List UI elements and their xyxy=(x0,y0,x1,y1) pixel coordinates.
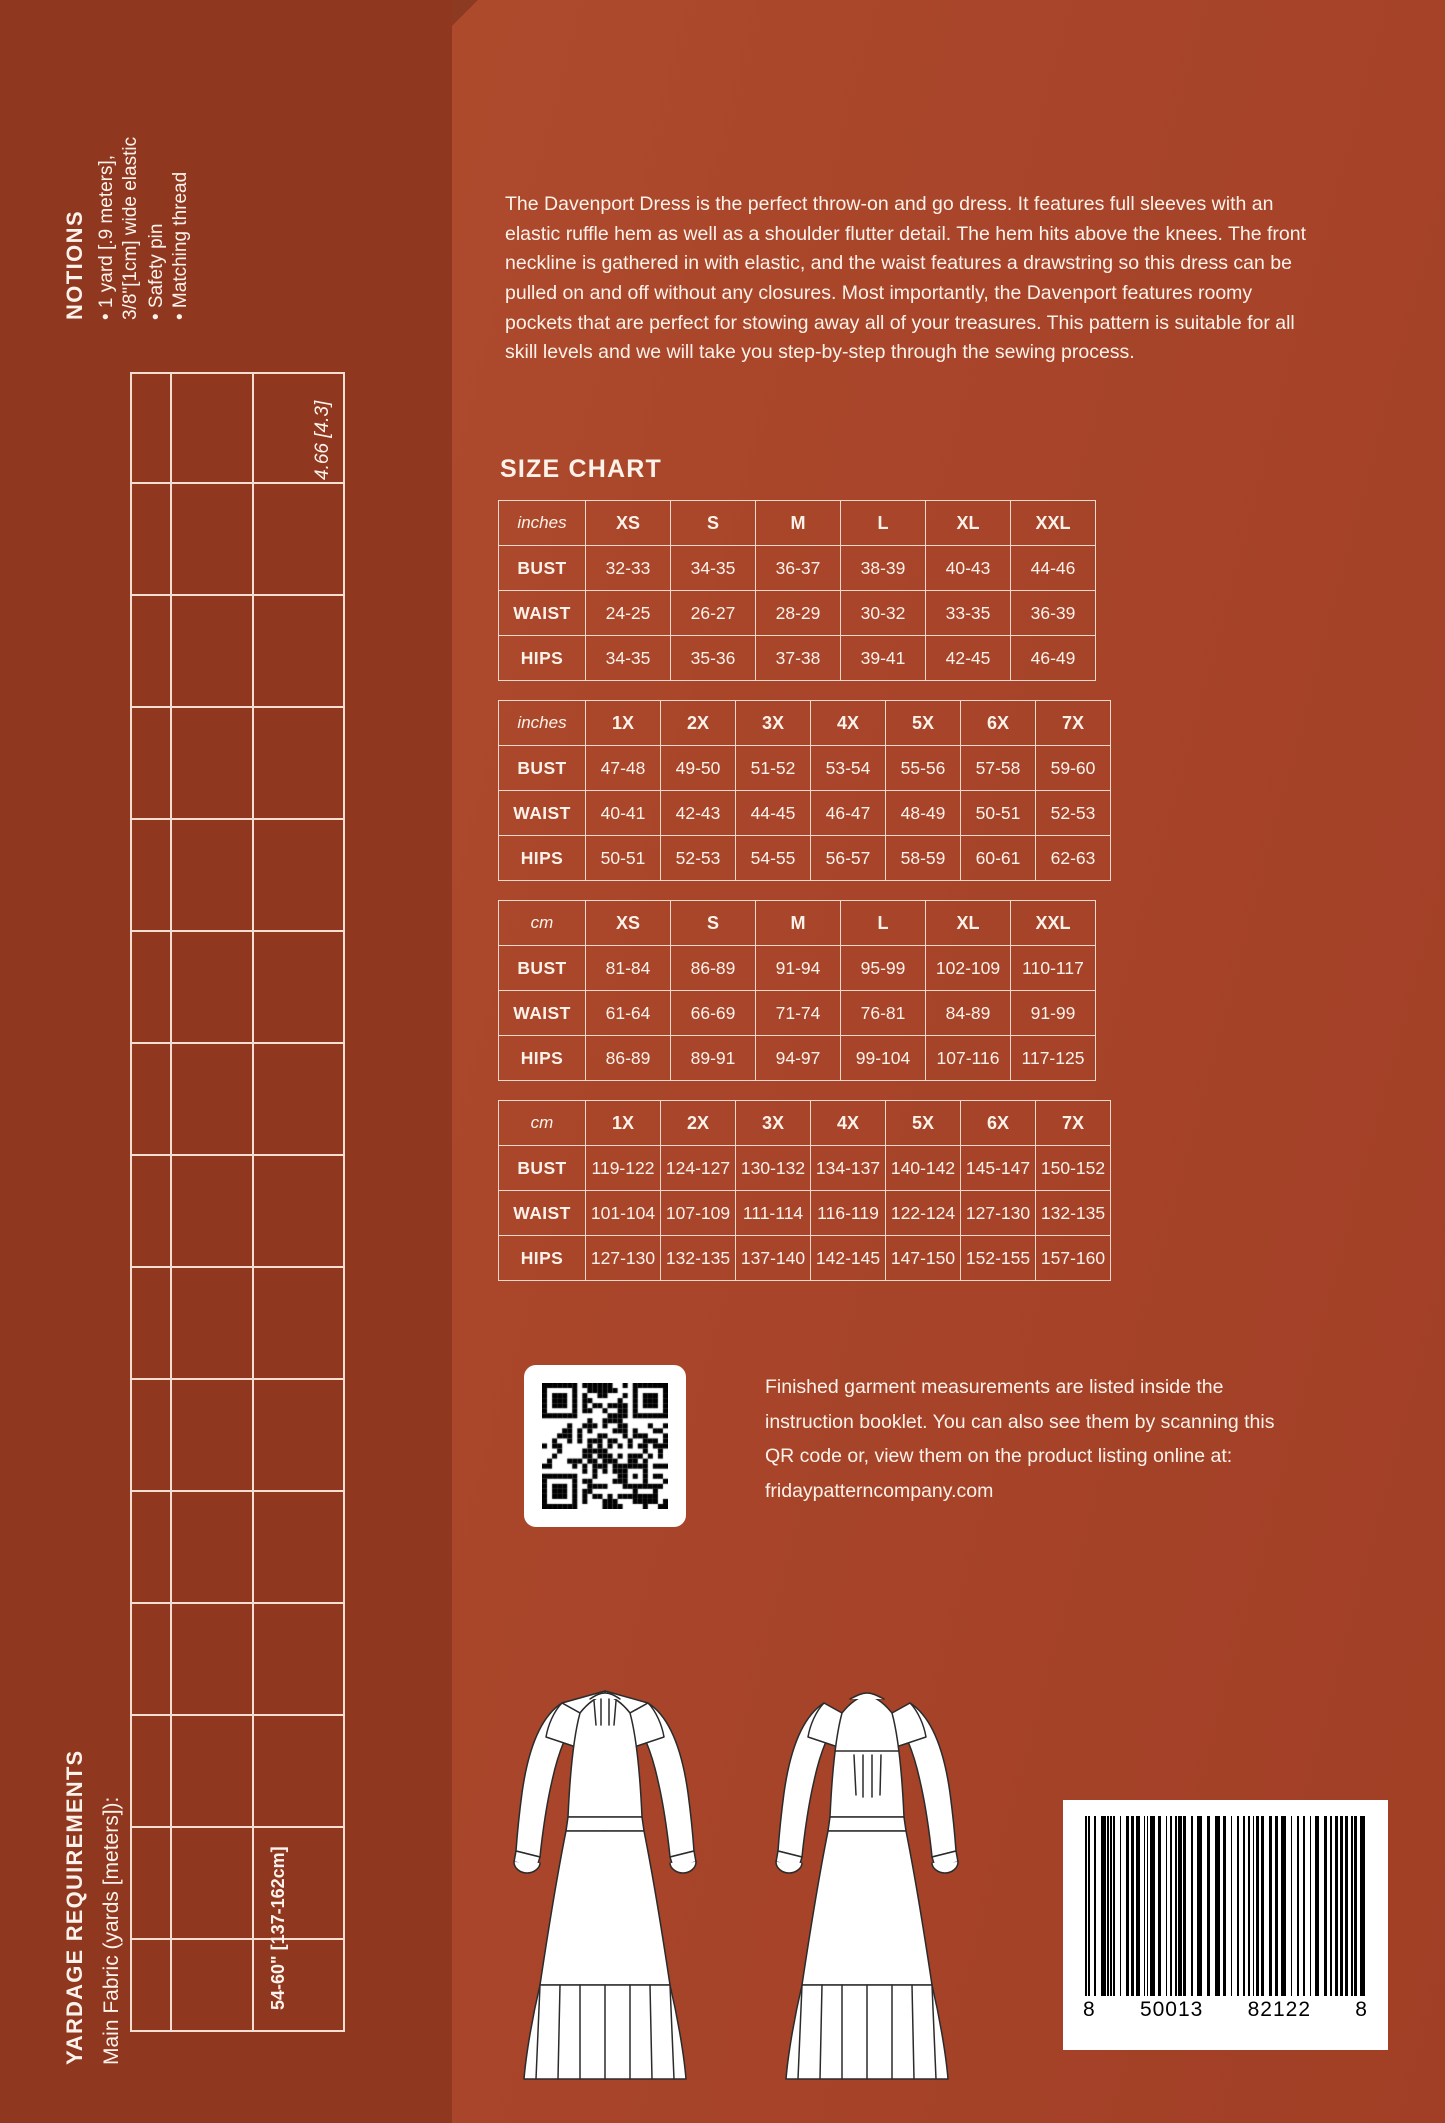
table-cell: 36-37 xyxy=(756,546,841,591)
table-cell: 36-39 xyxy=(1011,591,1096,636)
table-size-header: XS xyxy=(586,901,671,946)
table-cell: 140-142 xyxy=(886,1146,961,1191)
table-cell: 56-57 xyxy=(811,836,886,881)
table-cell: 137-140 xyxy=(736,1236,811,1281)
table-cell: 142-145 xyxy=(811,1236,886,1281)
table-cell: 147-150 xyxy=(886,1236,961,1281)
table-cell: 132-135 xyxy=(1036,1191,1111,1236)
dress-illustrations xyxy=(470,1655,990,2115)
yardage-grid xyxy=(130,372,345,2032)
table-row xyxy=(499,746,1111,791)
table-cell: 124-127 xyxy=(661,1146,736,1191)
table-row xyxy=(499,1146,1111,1191)
dress-illustration-svg xyxy=(470,1655,990,2115)
table-cell: 33-35 xyxy=(926,591,1011,636)
table-cell: 150-152 xyxy=(1036,1146,1111,1191)
table-cell: 107-116 xyxy=(926,1036,1011,1081)
table-cell: 61-64 xyxy=(586,991,671,1036)
table-row xyxy=(499,946,1096,991)
yardage-value: 4.66 [4.3] xyxy=(312,400,333,480)
table-cell: 157-160 xyxy=(1036,1236,1111,1281)
table-cell: 86-89 xyxy=(586,1036,671,1081)
size-table-inches-standard xyxy=(498,500,1096,681)
table-size-header: S xyxy=(671,501,756,546)
table-row xyxy=(499,546,1096,591)
table-row-label: BUST xyxy=(499,746,586,791)
barcode-digits xyxy=(1083,1998,1368,2022)
table-size-header: 6X xyxy=(961,701,1036,746)
table-cell: 127-130 xyxy=(586,1236,661,1281)
table-size-header: XL xyxy=(926,901,1011,946)
table-row xyxy=(499,591,1096,636)
table-cell: 24-25 xyxy=(586,591,671,636)
table-size-header: 2X xyxy=(661,701,736,746)
table-cell: 30-32 xyxy=(841,591,926,636)
table-cell: 145-147 xyxy=(961,1146,1036,1191)
table-size-header: 3X xyxy=(736,701,811,746)
qr-code-icon[interactable] xyxy=(524,1365,686,1527)
table-cell: 81-84 xyxy=(586,946,671,991)
table-cell: 152-155 xyxy=(961,1236,1036,1281)
table-cell: 107-109 xyxy=(661,1191,736,1236)
table-cell: 55-56 xyxy=(886,746,961,791)
table-row xyxy=(499,636,1096,681)
table-cell: 34-35 xyxy=(671,546,756,591)
table-row xyxy=(499,1236,1111,1281)
barcode-digit-mid1: 50013 xyxy=(1139,1998,1204,2021)
table-cell: 89-91 xyxy=(671,1036,756,1081)
table-cell: 37-38 xyxy=(756,636,841,681)
size-table-inches-extended xyxy=(498,700,1111,881)
barcode-digit-right: 8 xyxy=(1355,1998,1368,2021)
table-cell: 91-94 xyxy=(756,946,841,991)
table-size-header: XXL xyxy=(1011,501,1096,546)
table-cell: 76-81 xyxy=(841,991,926,1036)
table-cell: 42-43 xyxy=(661,791,736,836)
table-cell: 46-47 xyxy=(811,791,886,836)
table-cell: 111-114 xyxy=(736,1191,811,1236)
table-cell: 95-99 xyxy=(841,946,926,991)
table-cell: 71-74 xyxy=(756,991,841,1036)
table-header-row xyxy=(499,1101,1111,1146)
table-cell: 28-29 xyxy=(756,591,841,636)
table-cell: 99-104 xyxy=(841,1036,926,1081)
table-row-label: BUST xyxy=(499,546,586,591)
size-chart-title: SIZE CHART xyxy=(500,455,662,483)
table-cell: 119-122 xyxy=(586,1146,661,1191)
table-size-header: L xyxy=(841,501,926,546)
yardage-requirements-title: YARDAGE REQUIREMENTS xyxy=(62,1749,87,2065)
table-size-header: 5X xyxy=(886,1101,961,1146)
table-size-header: 3X xyxy=(736,1101,811,1146)
table-cell: 117-125 xyxy=(1011,1036,1096,1081)
table-cell: 46-49 xyxy=(1011,636,1096,681)
yardage-size-range-label: 54-60" [137-162cm] xyxy=(268,1846,288,2010)
table-header-row xyxy=(499,501,1096,546)
table-size-header: XL xyxy=(926,501,1011,546)
table-cell: 50-51 xyxy=(961,791,1036,836)
table-size-header: 4X xyxy=(811,701,886,746)
table-cell: 101-104 xyxy=(586,1191,661,1236)
table-size-header: 1X xyxy=(586,1101,661,1146)
table-cell: 62-63 xyxy=(1036,836,1111,881)
barcode-digit-mid2: 82122 xyxy=(1247,1998,1312,2021)
table-size-header: 7X xyxy=(1036,1101,1111,1146)
table-cell: 122-124 xyxy=(886,1191,961,1236)
table-size-header: M xyxy=(756,901,841,946)
table-cell: 39-41 xyxy=(841,636,926,681)
table-size-header: 2X xyxy=(661,1101,736,1146)
table-cell: 47-48 xyxy=(586,746,661,791)
table-cell: 44-46 xyxy=(1011,546,1096,591)
table-cell: 40-43 xyxy=(926,546,1011,591)
notion-item: • 1 yard [.9 meters], xyxy=(96,154,117,320)
size-table-cm-standard xyxy=(498,900,1096,1081)
table-row-label: BUST xyxy=(499,946,586,991)
table-row-label: BUST xyxy=(499,1146,586,1191)
table-cell: 44-45 xyxy=(736,791,811,836)
table-cell: 49-50 xyxy=(661,746,736,791)
table-cell: 102-109 xyxy=(926,946,1011,991)
table-size-header: L xyxy=(841,901,926,946)
notion-item: • Matching thread xyxy=(170,171,191,320)
table-row xyxy=(499,1191,1111,1236)
table-cell: 130-132 xyxy=(736,1146,811,1191)
table-row xyxy=(499,836,1111,881)
table-row-label: HIPS xyxy=(499,1236,586,1281)
table-cell: 91-99 xyxy=(1011,991,1096,1036)
table-row-label: WAIST xyxy=(499,591,586,636)
table-cell: 52-53 xyxy=(661,836,736,881)
table-row-label: HIPS xyxy=(499,836,586,881)
qr-code-canvas xyxy=(542,1383,668,1509)
table-size-header: 1X xyxy=(586,701,661,746)
table-row-label: WAIST xyxy=(499,1191,586,1236)
yardage-subtitle: Main Fabric (yards [meters]): xyxy=(100,1796,123,2065)
table-cell: 59-60 xyxy=(1036,746,1111,791)
notions-title: NOTIONS xyxy=(62,209,87,320)
table-size-header: XXL xyxy=(1011,901,1096,946)
table-row-label: HIPS xyxy=(499,636,586,681)
notion-item: 3/8"[1cm] wide elastic xyxy=(120,136,141,320)
table-size-header: 4X xyxy=(811,1101,886,1146)
table-row-label: WAIST xyxy=(499,791,586,836)
table-row xyxy=(499,791,1111,836)
table-cell: 134-137 xyxy=(811,1146,886,1191)
table-size-header: 6X xyxy=(961,1101,1036,1146)
table-row-label: HIPS xyxy=(499,1036,586,1081)
table-size-header: M xyxy=(756,501,841,546)
table-cell: 53-54 xyxy=(811,746,886,791)
table-cell: 52-53 xyxy=(1036,791,1111,836)
table-cell: 54-55 xyxy=(736,836,811,881)
table-cell: 48-49 xyxy=(886,791,961,836)
table-row xyxy=(499,1036,1096,1081)
table-cell: 86-89 xyxy=(671,946,756,991)
table-cell: 32-33 xyxy=(586,546,671,591)
table-cell: 60-61 xyxy=(961,836,1036,881)
table-cell: 51-52 xyxy=(736,746,811,791)
barcode-bars xyxy=(1085,1816,1366,1996)
table-size-header: S xyxy=(671,901,756,946)
table-cell: 110-117 xyxy=(1011,946,1096,991)
barcode-digit-left: 8 xyxy=(1083,1998,1096,2021)
table-size-header: 7X xyxy=(1036,701,1111,746)
table-unit-header: inches xyxy=(499,501,586,546)
table-header-row xyxy=(499,901,1096,946)
table-row xyxy=(499,991,1096,1036)
dress-front-view xyxy=(514,1691,696,2079)
table-cell: 84-89 xyxy=(926,991,1011,1036)
table-cell: 57-58 xyxy=(961,746,1036,791)
table-cell: 42-45 xyxy=(926,636,1011,681)
table-cell: 127-130 xyxy=(961,1191,1036,1236)
table-unit-header: cm xyxy=(499,1101,586,1146)
table-row-label: WAIST xyxy=(499,991,586,1036)
notion-item: • Safety pin xyxy=(146,223,167,320)
barcode xyxy=(1063,1800,1388,2050)
table-cell: 35-36 xyxy=(671,636,756,681)
table-cell: 34-35 xyxy=(586,636,671,681)
table-size-header: 5X xyxy=(886,701,961,746)
size-table-cm-extended xyxy=(498,1100,1111,1281)
dress-back-view xyxy=(776,1693,958,2079)
table-cell: 66-69 xyxy=(671,991,756,1036)
table-cell: 116-119 xyxy=(811,1191,886,1236)
qr-description-text: Finished garment measurements are listed inside the instruction booklet. You can also see them by scanning this QR code or, view them on the product listing online at: fridaypatterncompany.com xyxy=(765,1376,1275,1503)
table-unit-header: cm xyxy=(499,901,586,946)
table-cell: 50-51 xyxy=(586,836,661,881)
table-cell: 38-39 xyxy=(841,546,926,591)
table-header-row xyxy=(499,701,1111,746)
intro-paragraph: The Davenport Dress is the perfect throw-on and go dress. It features full sleeves with an elastic ruffle hem as well as a shoulder flutter detail. The hem hits above the knees. The front neckline is gathered in with elastic, and the waist features a drawstring so this dress can be pulled on and off without any closures. Most importantly, the Davenport features roomy pockets that are perfect for stowing away all of your treasures. This pattern is suitable for all skill levels and we will take you step-by-step through the sewing process. xyxy=(505,193,1307,364)
table-cell: 40-41 xyxy=(586,791,661,836)
table-size-header: XS xyxy=(586,501,671,546)
table-cell: 58-59 xyxy=(886,836,961,881)
table-cell: 26-27 xyxy=(671,591,756,636)
table-cell: 132-135 xyxy=(661,1236,736,1281)
table-unit-header: inches xyxy=(499,701,586,746)
table-cell: 94-97 xyxy=(756,1036,841,1081)
